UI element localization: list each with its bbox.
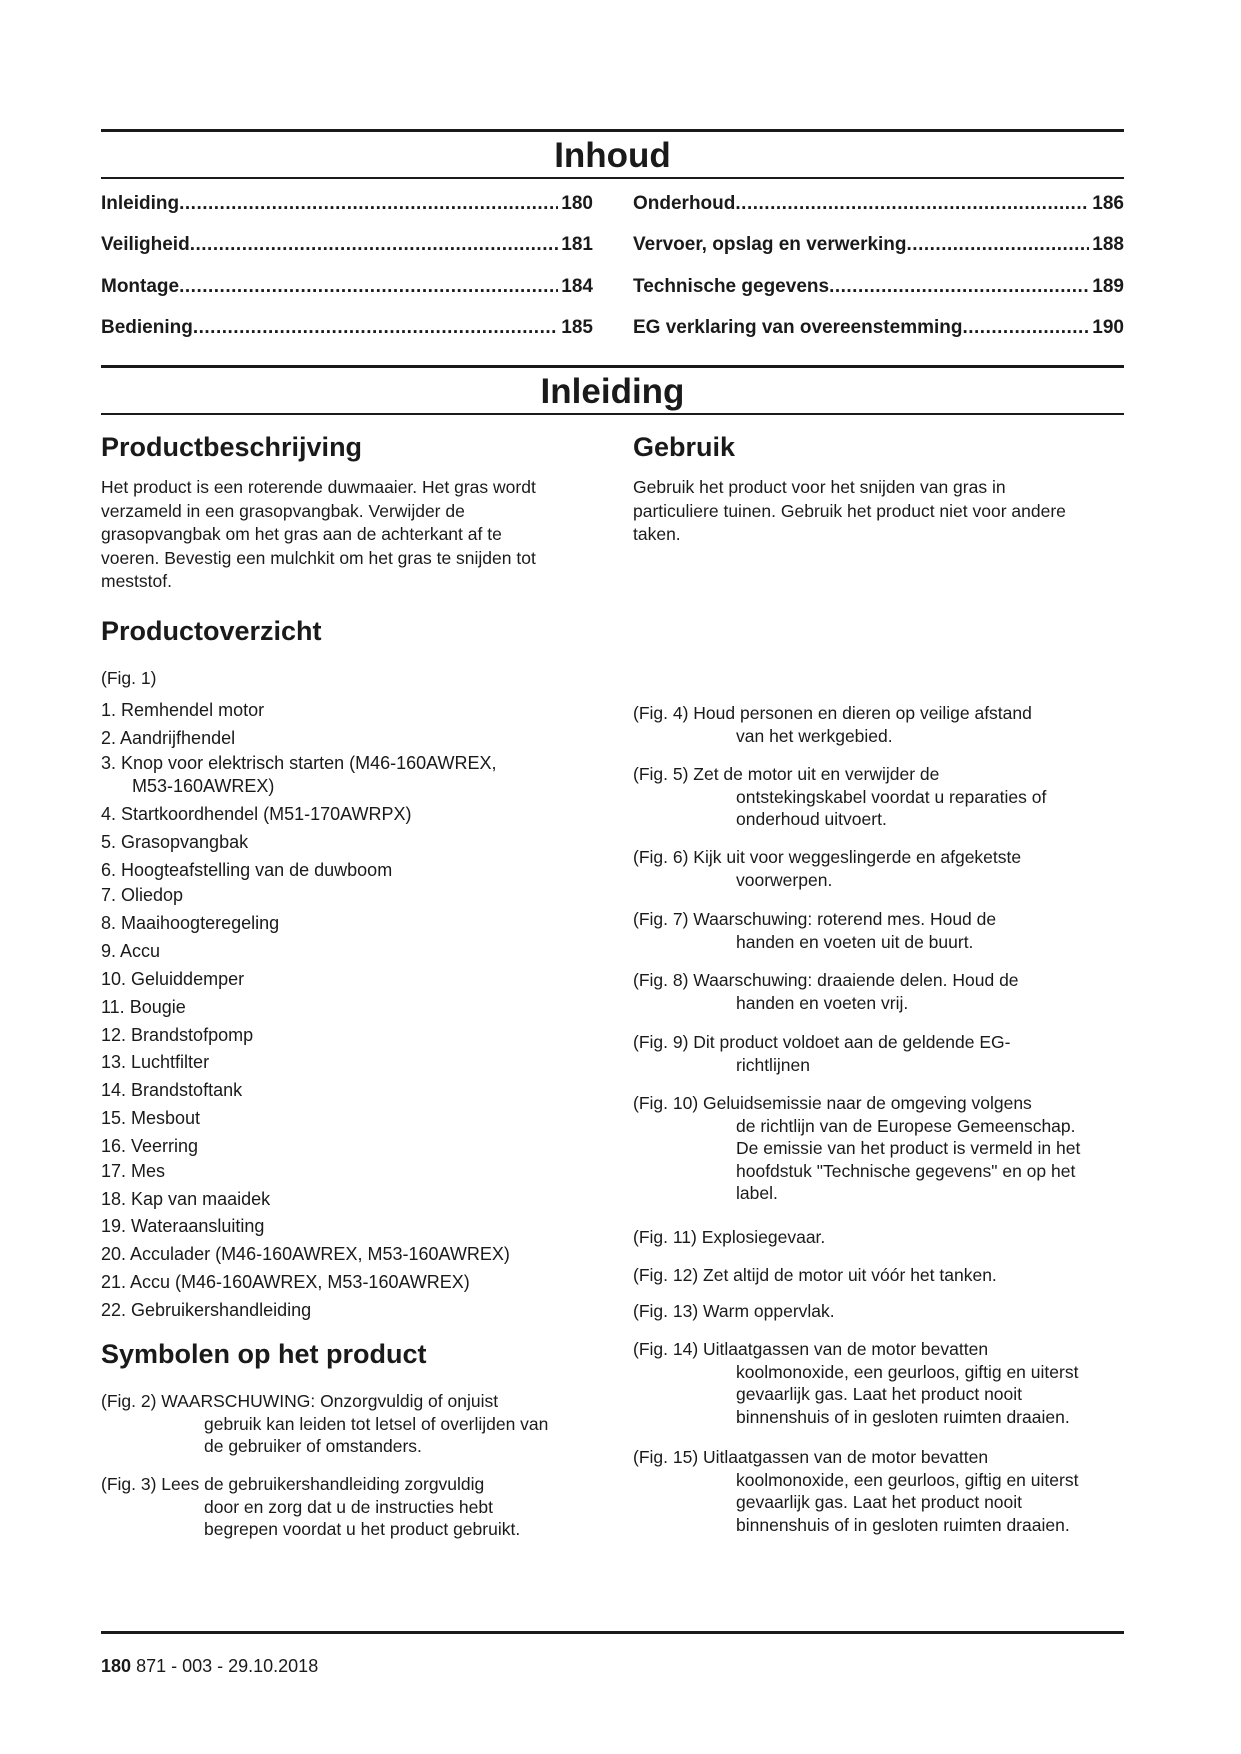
toc-title: Inhoud (554, 136, 671, 175)
list-item: 9. Accu (101, 941, 161, 961)
list-item: 1. Remhendel motor (101, 700, 265, 720)
symbol-fig-15: (Fig. 15) Uitlaatgassen van de motor bevatten koolmonoxide, een geurloos, giftig en uiterst gevaarlijk gas. Laat het product nooit binnenshuis of in gesloten ruimten draaien. (633, 1447, 1079, 1535)
symbol-fig-9: (Fig. 9) Dit product voldoet aan de geldende EG- richtlijnen (633, 1032, 1011, 1075)
symbol-fig-2: (Fig. 2) WAARSCHUWING: Onzorgvuldig of onjuist gebruik kan leiden tot letsel of overlijden van de gebruiker of omstanders. (101, 1391, 549, 1456)
symbols-heading: Symbolen op het product (101, 1339, 427, 1369)
symbol-fig-13: (Fig. 13) Warm oppervlak. (633, 1301, 835, 1321)
intro-top-rule (101, 365, 1124, 368)
toc-entry[interactable]: Montage ..... 184 (101, 276, 593, 298)
list-item: 2. Aandrijfhendel (101, 728, 236, 748)
list-item: 13. Luchtfilter (101, 1052, 210, 1072)
toc-entry[interactable]: EG verklaring van overeenstemming ..... 190 (633, 317, 1124, 339)
list-item: 8. Maaihoogteregeling (101, 913, 280, 933)
list-item: 5. Grasopvangbak (101, 832, 249, 852)
footer-rule (101, 1631, 1124, 1634)
list-item: 11. Bougie (101, 997, 186, 1017)
toc-entry[interactable]: Veiligheid ..... 181 (101, 234, 593, 256)
list-item: 15. Mesbout (101, 1108, 201, 1128)
toc-entry[interactable]: Inleiding ..... 180 (101, 193, 593, 215)
list-item: 3. Knop voor elektrisch starten (M46-160AWREX, M53-160AWREX) (101, 753, 497, 796)
page-footer (101, 1656, 318, 1677)
symbol-fig-8: (Fig. 8) Waarschuwing: draaiende delen. Houd de handen en voeten vrij. (633, 970, 1019, 1013)
intro-title: Inleiding (540, 372, 685, 411)
list-item: 18. Kap van maaidek (101, 1189, 271, 1209)
overview-heading: Productoverzicht (101, 616, 322, 646)
symbol-fig-14: (Fig. 14) Uitlaatgassen van de motor bevatten koolmonoxide, een geurloos, giftig en uiterst gevaarlijk gas. Laat het product nooit binnenshuis of in gesloten ruimten draaien. (633, 1339, 1079, 1427)
toc-entry[interactable]: Vervoer, opslag en verwerking ..... 188 (633, 234, 1124, 256)
toc-entry[interactable]: Bediening ..... 185 (101, 317, 593, 339)
usage-heading: Gebruik (633, 432, 736, 462)
list-item: 16. Veerring (101, 1136, 199, 1156)
list-item: 22. Gebruikershandleiding (101, 1300, 312, 1320)
toc-entry[interactable]: Technische gegevens ..... 189 (633, 276, 1124, 298)
document-id: 871 - 003 - 29.10.2018 (136, 1656, 319, 1676)
list-item: 20. Acculader (M46-160AWREX, M53-160AWREX) (101, 1244, 510, 1264)
page-number: 180 (101, 1656, 132, 1676)
list-item: 21. Accu (M46-160AWREX, M53-160AWREX) (101, 1272, 470, 1292)
list-item: 10. Geluiddemper (101, 969, 245, 989)
symbol-fig-6: (Fig. 6) Kijk uit voor weggeslingerde en afgeketste voorwerpen. (633, 847, 1022, 890)
top-rule (101, 129, 1124, 132)
symbol-fig-5: (Fig. 5) Zet de motor uit en verwijder de ontstekingskabel voordat u reparaties of onderhoud uitvoert. (633, 764, 1047, 829)
list-item: 17. Mes (101, 1161, 166, 1181)
intro-title-rule (101, 413, 1124, 415)
usage-text: Gebruik het product voor het snijden van gras in particuliere tuinen. Gebruik het product niet voor andere taken. (633, 477, 1066, 544)
list-item: 4. Startkoordhendel (M51-170AWRPX) (101, 804, 412, 824)
list-item: 7. Oliedop (101, 885, 184, 905)
symbol-fig-7: (Fig. 7) Waarschuwing: roterend mes. Houd de handen en voeten uit de buurt. (633, 909, 997, 952)
list-item: 6. Hoogteafstelling van de duwboom (101, 860, 393, 880)
symbol-fig-3: (Fig. 3) Lees de gebruikershandleiding zorgvuldig door en zorg dat u de instructies hebt begrepen voordat u het product gebruikt. (101, 1474, 521, 1539)
product-description-heading: Productbeschrijving (101, 432, 363, 462)
list-item: 14. Brandstoftank (101, 1080, 243, 1100)
toc-entry[interactable]: Onderhoud ..... 186 (633, 193, 1124, 215)
toc-title-rule (101, 177, 1124, 179)
list-item: 12. Brandstofpomp (101, 1025, 254, 1045)
product-description-text: Het product is een roterende duwmaaier. Het gras wordt verzameld in een grasopvangbak. Verwijder de grasopvangbak om het gras aan de achterkant af te voeren. Bevestig een mulchkit om het gras te snijden tot meststof. (101, 477, 536, 591)
symbol-fig-10: (Fig. 10) Geluidsemissie naar de omgeving volgens de richtlijn van de Europese Gemeenschap. De emissie van het product is vermeld in het hoofdstuk "Technische gegevens" en op het label. (633, 1093, 1081, 1203)
symbol-fig-12: (Fig. 12) Zet altijd de motor uit vóór het tanken. (633, 1265, 997, 1285)
symbol-fig-11: (Fig. 11) Explosiegevaar. (633, 1227, 826, 1247)
list-item: 19. Wateraansluiting (101, 1216, 265, 1236)
symbol-fig-4: (Fig. 4) Houd personen en dieren op veilige afstand van het werkgebied. (633, 703, 1032, 746)
overview-fig-ref: (Fig. 1) (101, 668, 157, 688)
